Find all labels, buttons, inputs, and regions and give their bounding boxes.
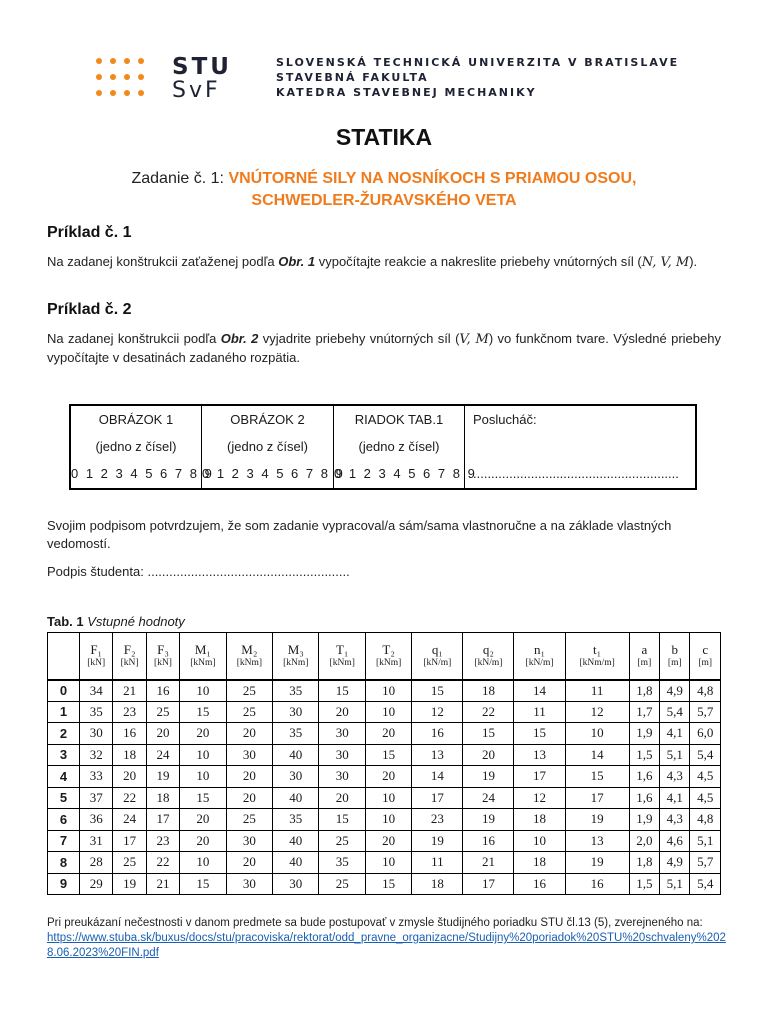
table-cell: 21	[113, 680, 146, 702]
table-cell: 2,0	[629, 830, 659, 852]
table-cell: 40	[273, 852, 319, 874]
table-cell: 23	[146, 830, 179, 852]
table-cell: 17	[463, 873, 514, 895]
table-cell: 24	[113, 809, 146, 831]
table-header-cell	[412, 633, 463, 680]
table-cell: 30	[80, 723, 113, 745]
table-cell: 19	[565, 809, 629, 831]
signature-label: Podpis študenta:	[47, 564, 148, 579]
table-cell: 4,9	[660, 852, 690, 874]
header-symbol: F₂	[123, 641, 136, 657]
table-cell: 14	[565, 744, 629, 766]
table-cell: 20	[365, 766, 411, 788]
table-cell: 10	[365, 852, 411, 874]
table-row	[48, 809, 721, 831]
assignment-selection-box	[69, 404, 697, 490]
figure2-hint: (jedno z čísel)	[227, 439, 308, 454]
table-cell: 10	[180, 766, 226, 788]
table-cell: 19	[463, 766, 514, 788]
table-cell: 30	[273, 766, 319, 788]
table-cell: 23	[412, 809, 463, 831]
institution-name: SLOVENSKÁ TECHNICKÁ UNIVERZITA V BRATISLAVE	[276, 56, 680, 69]
logo-stu-text: STU	[172, 54, 232, 80]
table-cell: 5,4	[690, 744, 721, 766]
table-cell: 25	[226, 809, 272, 831]
table-cell: 15	[180, 701, 226, 723]
row-index: 5	[48, 787, 80, 809]
table-cell: 15	[180, 787, 226, 809]
table-cell: 10	[180, 680, 226, 702]
table-cell: 15	[565, 766, 629, 788]
table-cell: 15	[365, 744, 411, 766]
table-cell: 20	[319, 701, 365, 723]
table-cell: 20	[365, 723, 411, 745]
table-row	[48, 787, 721, 809]
table-header-row	[48, 633, 721, 680]
table-cell: 35	[80, 701, 113, 723]
logo-svf-text: SvF	[172, 78, 221, 103]
table-cell: 16	[514, 873, 565, 895]
table-cell: 17	[146, 809, 179, 831]
table-header-cell	[113, 633, 146, 680]
table-cell: 11	[514, 701, 565, 723]
table-cell: 19	[412, 830, 463, 852]
figure1-digits[interactable]: 0 1 2 3 4 5 6 7 8 9	[71, 466, 214, 481]
table-header-cell	[319, 633, 365, 680]
figure1-hint: (jedno z čísel)	[95, 439, 177, 454]
figure1-label: OBRÁZOK 1	[98, 412, 174, 427]
table-header-empty	[48, 633, 80, 680]
table-cell: 20	[146, 723, 179, 745]
table-cell: 40	[273, 744, 319, 766]
table-row	[48, 744, 721, 766]
table-row	[48, 766, 721, 788]
table-cell: 30	[226, 873, 272, 895]
table-cell: 24	[463, 787, 514, 809]
table-header-cell	[180, 633, 226, 680]
table-cell: 21	[463, 852, 514, 874]
table-cell: 10	[180, 852, 226, 874]
table-cell: 5,7	[690, 852, 721, 874]
header-unit: [kN/m]	[423, 657, 452, 668]
table-cell: 20	[463, 744, 514, 766]
table-header-cell	[226, 633, 272, 680]
table-cell: 1,8	[629, 680, 659, 702]
header-symbol: n₁	[534, 641, 546, 657]
header-unit: [kN]	[87, 657, 106, 668]
header-unit: [m]	[698, 657, 713, 668]
assignment-number: Zadanie č. 1:	[131, 170, 229, 187]
header-unit: [kNm]	[375, 657, 402, 668]
table-cell: 19	[463, 809, 514, 831]
table-cell: 18	[412, 873, 463, 895]
page-title: STATIKA	[335, 124, 433, 150]
table-cell: 40	[273, 830, 319, 852]
header-symbol: T₂	[382, 641, 395, 657]
table-cell: 20	[226, 787, 272, 809]
table-cell: 12	[565, 701, 629, 723]
table-cell: 22	[146, 852, 179, 874]
row-index: 3	[48, 744, 80, 766]
example2-text	[47, 330, 721, 367]
table-cell: 20	[319, 787, 365, 809]
table-cell: 20	[226, 723, 272, 745]
department-name: KATEDRA STAVEBNEJ MECHANIKY	[276, 86, 537, 99]
table-cell: 5,1	[660, 873, 690, 895]
table-header-cell	[273, 633, 319, 680]
header-symbol: F₃	[157, 641, 169, 657]
table-cell: 30	[273, 701, 319, 723]
input-values-table	[47, 632, 721, 895]
assignment-topic-line1: VNÚTORNÉ SILY NA NOSNÍKOCH S PRIAMOU OSOU,	[228, 170, 637, 187]
header-unit: [kN/m]	[525, 657, 554, 668]
assignment-topic-line2: SCHWEDLER-ŽURAVSKÉHO VETA	[251, 192, 517, 209]
table-cell: 20	[180, 723, 226, 745]
table-cell: 37	[80, 787, 113, 809]
header-unit: [kN]	[154, 657, 172, 668]
table-row-label: RIADOK TAB.1	[354, 412, 444, 427]
header-symbol: M₃	[287, 641, 304, 657]
example2-symbols: V, M	[459, 332, 489, 347]
footer-note	[47, 916, 727, 961]
table-cell: 5,4	[660, 701, 690, 723]
table-header-cell	[463, 633, 514, 680]
student-label: Poslucháč:	[473, 412, 537, 427]
table-cell: 24	[146, 744, 179, 766]
table-row-selection[interactable]	[334, 406, 477, 488]
table-cell: 40	[273, 787, 319, 809]
table-cell: 29	[80, 873, 113, 895]
table-cell: 4,3	[660, 809, 690, 831]
table-cell: 10	[365, 680, 411, 702]
signature-line[interactable]: ........................................................	[147, 564, 350, 579]
header-unit: [kNm]	[283, 657, 309, 668]
example2-text-c: ) vo funkčnom tvare. Výsledné priebehy vypočítajte v desatinách zadaného rozpätia.	[47, 331, 721, 365]
table-cell: 30	[273, 873, 319, 895]
table-cell: 30	[319, 766, 365, 788]
table-row	[48, 723, 721, 745]
row-index: 0	[48, 680, 80, 702]
table-cell: 15	[463, 723, 514, 745]
header-symbol: M₁	[194, 641, 211, 657]
table-cell: 25	[226, 680, 272, 702]
table-cell: 17	[565, 787, 629, 809]
table-cell: 20	[226, 766, 272, 788]
example2-text-b: vyjadrite priebehy vnútorných síl (	[258, 331, 460, 346]
table-cell: 12	[412, 701, 463, 723]
table-cell: 25	[226, 701, 272, 723]
table-cell: 17	[412, 787, 463, 809]
header-unit: [kNm/m]	[579, 657, 615, 668]
header-symbol: T₁	[335, 641, 349, 657]
row-index: 1	[48, 701, 80, 723]
faculty-name: STAVEBNÁ FAKULTA	[276, 71, 429, 84]
table-cell: 1,7	[629, 701, 659, 723]
table-cell: 4,1	[660, 787, 690, 809]
table-cell: 17	[113, 830, 146, 852]
regulations-link[interactable]: https://www.stuba.sk/buxus/docs/stu/pracoviska/rektorat/odd_pravne_organizacne/Studijny%20poriadok%20STU%20schvaleny%2028.06.2023%20FIN.pdf	[47, 932, 726, 959]
table-cell: 4,6	[660, 830, 690, 852]
row-index: 7	[48, 830, 80, 852]
table-cell: 15	[514, 723, 565, 745]
table-cell: 25	[319, 873, 365, 895]
table-cell: 35	[273, 680, 319, 702]
table-caption	[47, 614, 185, 629]
row-index: 2	[48, 723, 80, 745]
table-cell: 4,5	[690, 787, 721, 809]
table-cell: 19	[565, 852, 629, 874]
table-cell: 18	[113, 744, 146, 766]
table-cell: 13	[565, 830, 629, 852]
table-cell: 6,0	[690, 723, 721, 745]
header-unit: [kNm]	[236, 657, 263, 668]
footer-text: Pri preukázaní nečestnosti v danom predmete sa bude postupovať v zmysle študijného poriadku STU čl.13 (5), zverejneného na:	[47, 917, 703, 929]
table-cell: 15	[365, 873, 411, 895]
table-cell: 4,8	[690, 680, 721, 702]
table-caption-text: Vstupné hodnoty	[83, 614, 185, 629]
row-index: 9	[48, 873, 80, 895]
table-cell: 33	[80, 766, 113, 788]
figure2-selection[interactable]	[202, 406, 345, 488]
example2-heading: Príklad č. 2	[47, 301, 132, 318]
table-cell: 35	[273, 723, 319, 745]
table-cell: 18	[514, 809, 565, 831]
table-cell: 10	[365, 701, 411, 723]
table-cell: 25	[113, 852, 146, 874]
assignment-subtitle	[0, 168, 768, 212]
student-name-line[interactable]: .........................................................	[473, 466, 679, 481]
header-symbol: q₁	[431, 641, 443, 657]
table-cell: 30	[319, 723, 365, 745]
table-cell: 5,4	[690, 873, 721, 895]
table-cell: 20	[226, 852, 272, 874]
table-row	[48, 852, 721, 874]
table-cell: 22	[113, 787, 146, 809]
header-symbol: M₂	[241, 641, 258, 657]
table-cell: 5,1	[660, 744, 690, 766]
example1-figure-ref: Obr. 1	[278, 254, 316, 269]
signature-row	[47, 563, 721, 581]
table-cell: 18	[146, 787, 179, 809]
example1-text	[47, 253, 721, 272]
header-symbol: a	[641, 641, 648, 657]
table-caption-label: Tab. 1	[47, 614, 84, 629]
table-cell: 1,5	[629, 873, 659, 895]
header-symbol: b	[671, 641, 679, 657]
table-cell: 21	[146, 873, 179, 895]
table-cell: 10	[180, 744, 226, 766]
row-index: 4	[48, 766, 80, 788]
student-name-field[interactable]	[465, 406, 695, 488]
table-cell: 16	[146, 680, 179, 702]
table-cell: 22	[463, 701, 514, 723]
university-header	[96, 46, 680, 110]
table-cell: 23	[113, 701, 146, 723]
table-row-digits[interactable]: 0 1 2 3 4 5 6 7 8 9	[334, 466, 477, 481]
table-cell: 4,5	[690, 766, 721, 788]
table-cell: 14	[514, 680, 565, 702]
figure1-selection[interactable]	[71, 406, 214, 488]
header-unit: [kNm]	[190, 657, 216, 668]
table-header-cell	[690, 633, 721, 680]
table-cell: 16	[565, 873, 629, 895]
table-cell: 1,9	[629, 723, 659, 745]
table-cell: 20	[180, 809, 226, 831]
table-cell: 4,1	[660, 723, 690, 745]
table-cell: 14	[412, 766, 463, 788]
table-cell: 1,5	[629, 744, 659, 766]
table-row	[48, 873, 721, 895]
table-cell: 30	[226, 830, 272, 852]
table-row	[48, 680, 721, 702]
table-cell: 10	[514, 830, 565, 852]
table-cell: 11	[565, 680, 629, 702]
table-cell: 36	[80, 809, 113, 831]
example1-text-c: ).	[689, 254, 698, 269]
table-cell: 30	[226, 744, 272, 766]
table-cell: 1,8	[629, 852, 659, 874]
table-cell: 1,6	[629, 787, 659, 809]
table-cell: 28	[80, 852, 113, 874]
example2-figure-ref: Obr. 2	[220, 331, 259, 346]
figure2-label: OBRÁZOK 2	[230, 412, 305, 427]
table-cell: 34	[80, 680, 113, 702]
table-cell: 15	[319, 809, 365, 831]
table-header-cell	[80, 633, 113, 680]
header-unit: [kN/m]	[474, 657, 503, 668]
row-index: 8	[48, 852, 80, 874]
row-index: 6	[48, 809, 80, 831]
table-row-hint: (jedno z čísel)	[358, 439, 440, 454]
declaration-text: Svojim podpisom potvrdzujem, že som zadanie vypracoval/a sám/sama vlastnoručne a na základe vlastných vedomostí.	[47, 518, 672, 551]
table-cell: 20	[180, 830, 226, 852]
table-cell: 20	[113, 766, 146, 788]
table-cell: 13	[514, 744, 565, 766]
header-symbol: F₁	[90, 641, 103, 657]
table-cell: 18	[514, 852, 565, 874]
table-cell: 13	[412, 744, 463, 766]
table-cell: 19	[113, 873, 146, 895]
example1-text-b: vypočítajte reakcie a nakreslite priebehy vnútorných síl (	[315, 254, 642, 269]
table-cell: 25	[319, 830, 365, 852]
header-unit: [kN]	[120, 657, 139, 668]
table-header-cell	[514, 633, 565, 680]
table-cell: 16	[113, 723, 146, 745]
table-row	[48, 830, 721, 852]
table-cell: 31	[80, 830, 113, 852]
table-cell: 30	[319, 744, 365, 766]
table-cell: 32	[80, 744, 113, 766]
table-cell: 25	[146, 701, 179, 723]
table-row	[48, 701, 721, 723]
table-cell: 35	[319, 852, 365, 874]
header-symbol: q₂	[482, 641, 494, 657]
table-cell: 35	[273, 809, 319, 831]
header-unit: [m]	[637, 657, 652, 668]
figure2-digits[interactable]: 0 1 2 3 4 5 6 7 8 9	[202, 466, 345, 481]
table-cell: 18	[463, 680, 514, 702]
example1-text-a: Na zadanej konštrukcii zaťaženej podľa	[47, 254, 279, 269]
table-header-cell	[365, 633, 411, 680]
table-body	[48, 680, 721, 895]
table-cell: 12	[514, 787, 565, 809]
table-cell: 17	[514, 766, 565, 788]
table-cell: 4,8	[690, 809, 721, 831]
header-symbol: c	[702, 641, 709, 657]
example1-symbols: N, V, M	[641, 255, 690, 270]
table-cell: 1,9	[629, 809, 659, 831]
table-cell: 10	[365, 809, 411, 831]
table-cell: 19	[146, 766, 179, 788]
table-header-cell	[565, 633, 629, 680]
table-cell: 4,9	[660, 680, 690, 702]
table-cell: 15	[319, 680, 365, 702]
header-unit: [kNm]	[329, 657, 355, 668]
table-cell: 15	[180, 873, 226, 895]
stu-logo-dots	[96, 56, 156, 98]
table-cell: 5,7	[690, 701, 721, 723]
table-cell: 10	[565, 723, 629, 745]
table-cell: 16	[412, 723, 463, 745]
table-cell: 20	[365, 830, 411, 852]
table-header-cell	[629, 633, 659, 680]
example2-text-a: Na zadanej konštrukcii podľa	[47, 331, 221, 346]
table-cell: 4,3	[660, 766, 690, 788]
table-cell: 16	[463, 830, 514, 852]
header-unit: [m]	[667, 657, 682, 668]
table-cell: 1,6	[629, 766, 659, 788]
table-cell: 10	[365, 787, 411, 809]
header-symbol: t₁	[593, 641, 602, 657]
example1-heading: Príklad č. 1	[47, 224, 132, 241]
table-cell: 5,1	[690, 830, 721, 852]
table-cell: 15	[412, 680, 463, 702]
table-header-cell	[146, 633, 179, 680]
table-header-cell	[660, 633, 690, 680]
table-cell: 11	[412, 852, 463, 874]
